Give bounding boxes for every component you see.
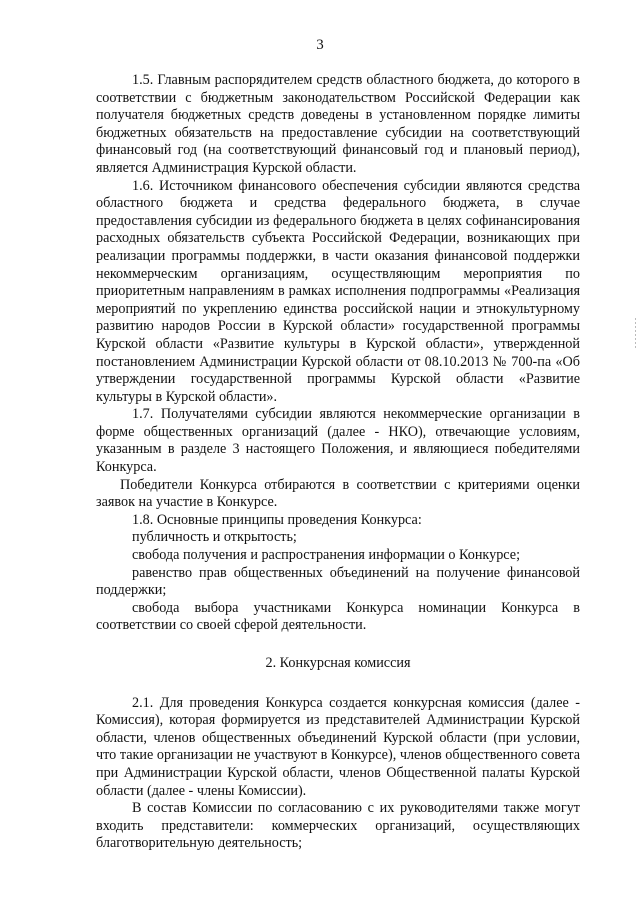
paragraph-winners: Победители Конкурса отбираются в соответствии с критериями оценки заявок на участие в Конкурсе. bbox=[96, 476, 580, 511]
principle-item: свобода получения и распространения информации о Конкурсе; bbox=[132, 547, 521, 564]
principle-item: свобода выбора участниками Конкурса номинации Конкурса в соответствии со своей сферой деятельности. bbox=[96, 599, 580, 634]
paragraph-1-7: 1.7. Получателями субсидии являются некоммерческие организации в форме общественных организаций (далее - НКО), отвечающие условиям, указанным в разделе 3 настоящего Положения, и являющиеся победителями Конкурса. bbox=[96, 406, 580, 476]
paragraph-1-6: 1.6. Источником финансового обеспечения субсидии являются средства областного бюджета и средства федерального бюджета, в случае предоставления субсидии из федерального бюджета в целях софинансирования расходных обязательств субъекта Российской Федерации, возникающих при реализации программы поддержки, в части оказания финансовой поддержки некоммерческим организациям, осуществляющим мероприятия по приоритетным направлениям в рамках исполнения подпрограммы «Реализация мероприятий по укреплению единства российской нации и этнокультурному развитию народов России в Курской области» государственной программы Курской области «Развитие культуры в Курской области», утвержденной постановлением Администрации Курской области от 08.10.2013 № 700-па «Об утверждении государственной программы Курской области «Развитие культуры в Курской области». bbox=[96, 177, 580, 405]
page-number: 3 bbox=[316, 37, 324, 53]
principle-item: публичность и открытость; bbox=[132, 529, 297, 546]
paragraph-commission-members: В состав Комиссии по согласованию с их руководителями также могут входить представители: коммерческих организаций, осуществляющих благотворительную деятельность; bbox=[96, 800, 580, 852]
paragraph-2-1: 2.1. Для проведения Конкурса создается конкурсная комиссия (далее - Комиссия), которая формируется из представителей Администрации Курской области, членов общественных объединений Курской области (при условии, что такие организации не участвуют в Конкурсе), членов общественного совета при Администрации Курской области, членов Общественной палаты Курской области (далее - члены Комиссии). bbox=[96, 694, 580, 799]
scan-artifact bbox=[635, 318, 636, 348]
principle-item: равенство прав общественных объединений на получение финансовой поддержки; bbox=[96, 564, 580, 599]
paragraph-1-8: 1.8. Основные принципы проведения Конкурса: bbox=[132, 511, 422, 528]
section-heading: 2. Конкурсная комиссия bbox=[265, 655, 411, 671]
document-body bbox=[96, 72, 580, 853]
paragraph-1-5: 1.5. Главным распорядителем средств областного бюджета, до которого в соответствии с бюджетным законодательством Российской Федерации как получателя бюджетных средств доведены в установленном порядке лимиты бюджетных обязательств на предоставление субсидии на соответствующий финансовый год (на соответствующий финансовый год и плановый период), является Администрация Курской области. bbox=[96, 72, 580, 176]
